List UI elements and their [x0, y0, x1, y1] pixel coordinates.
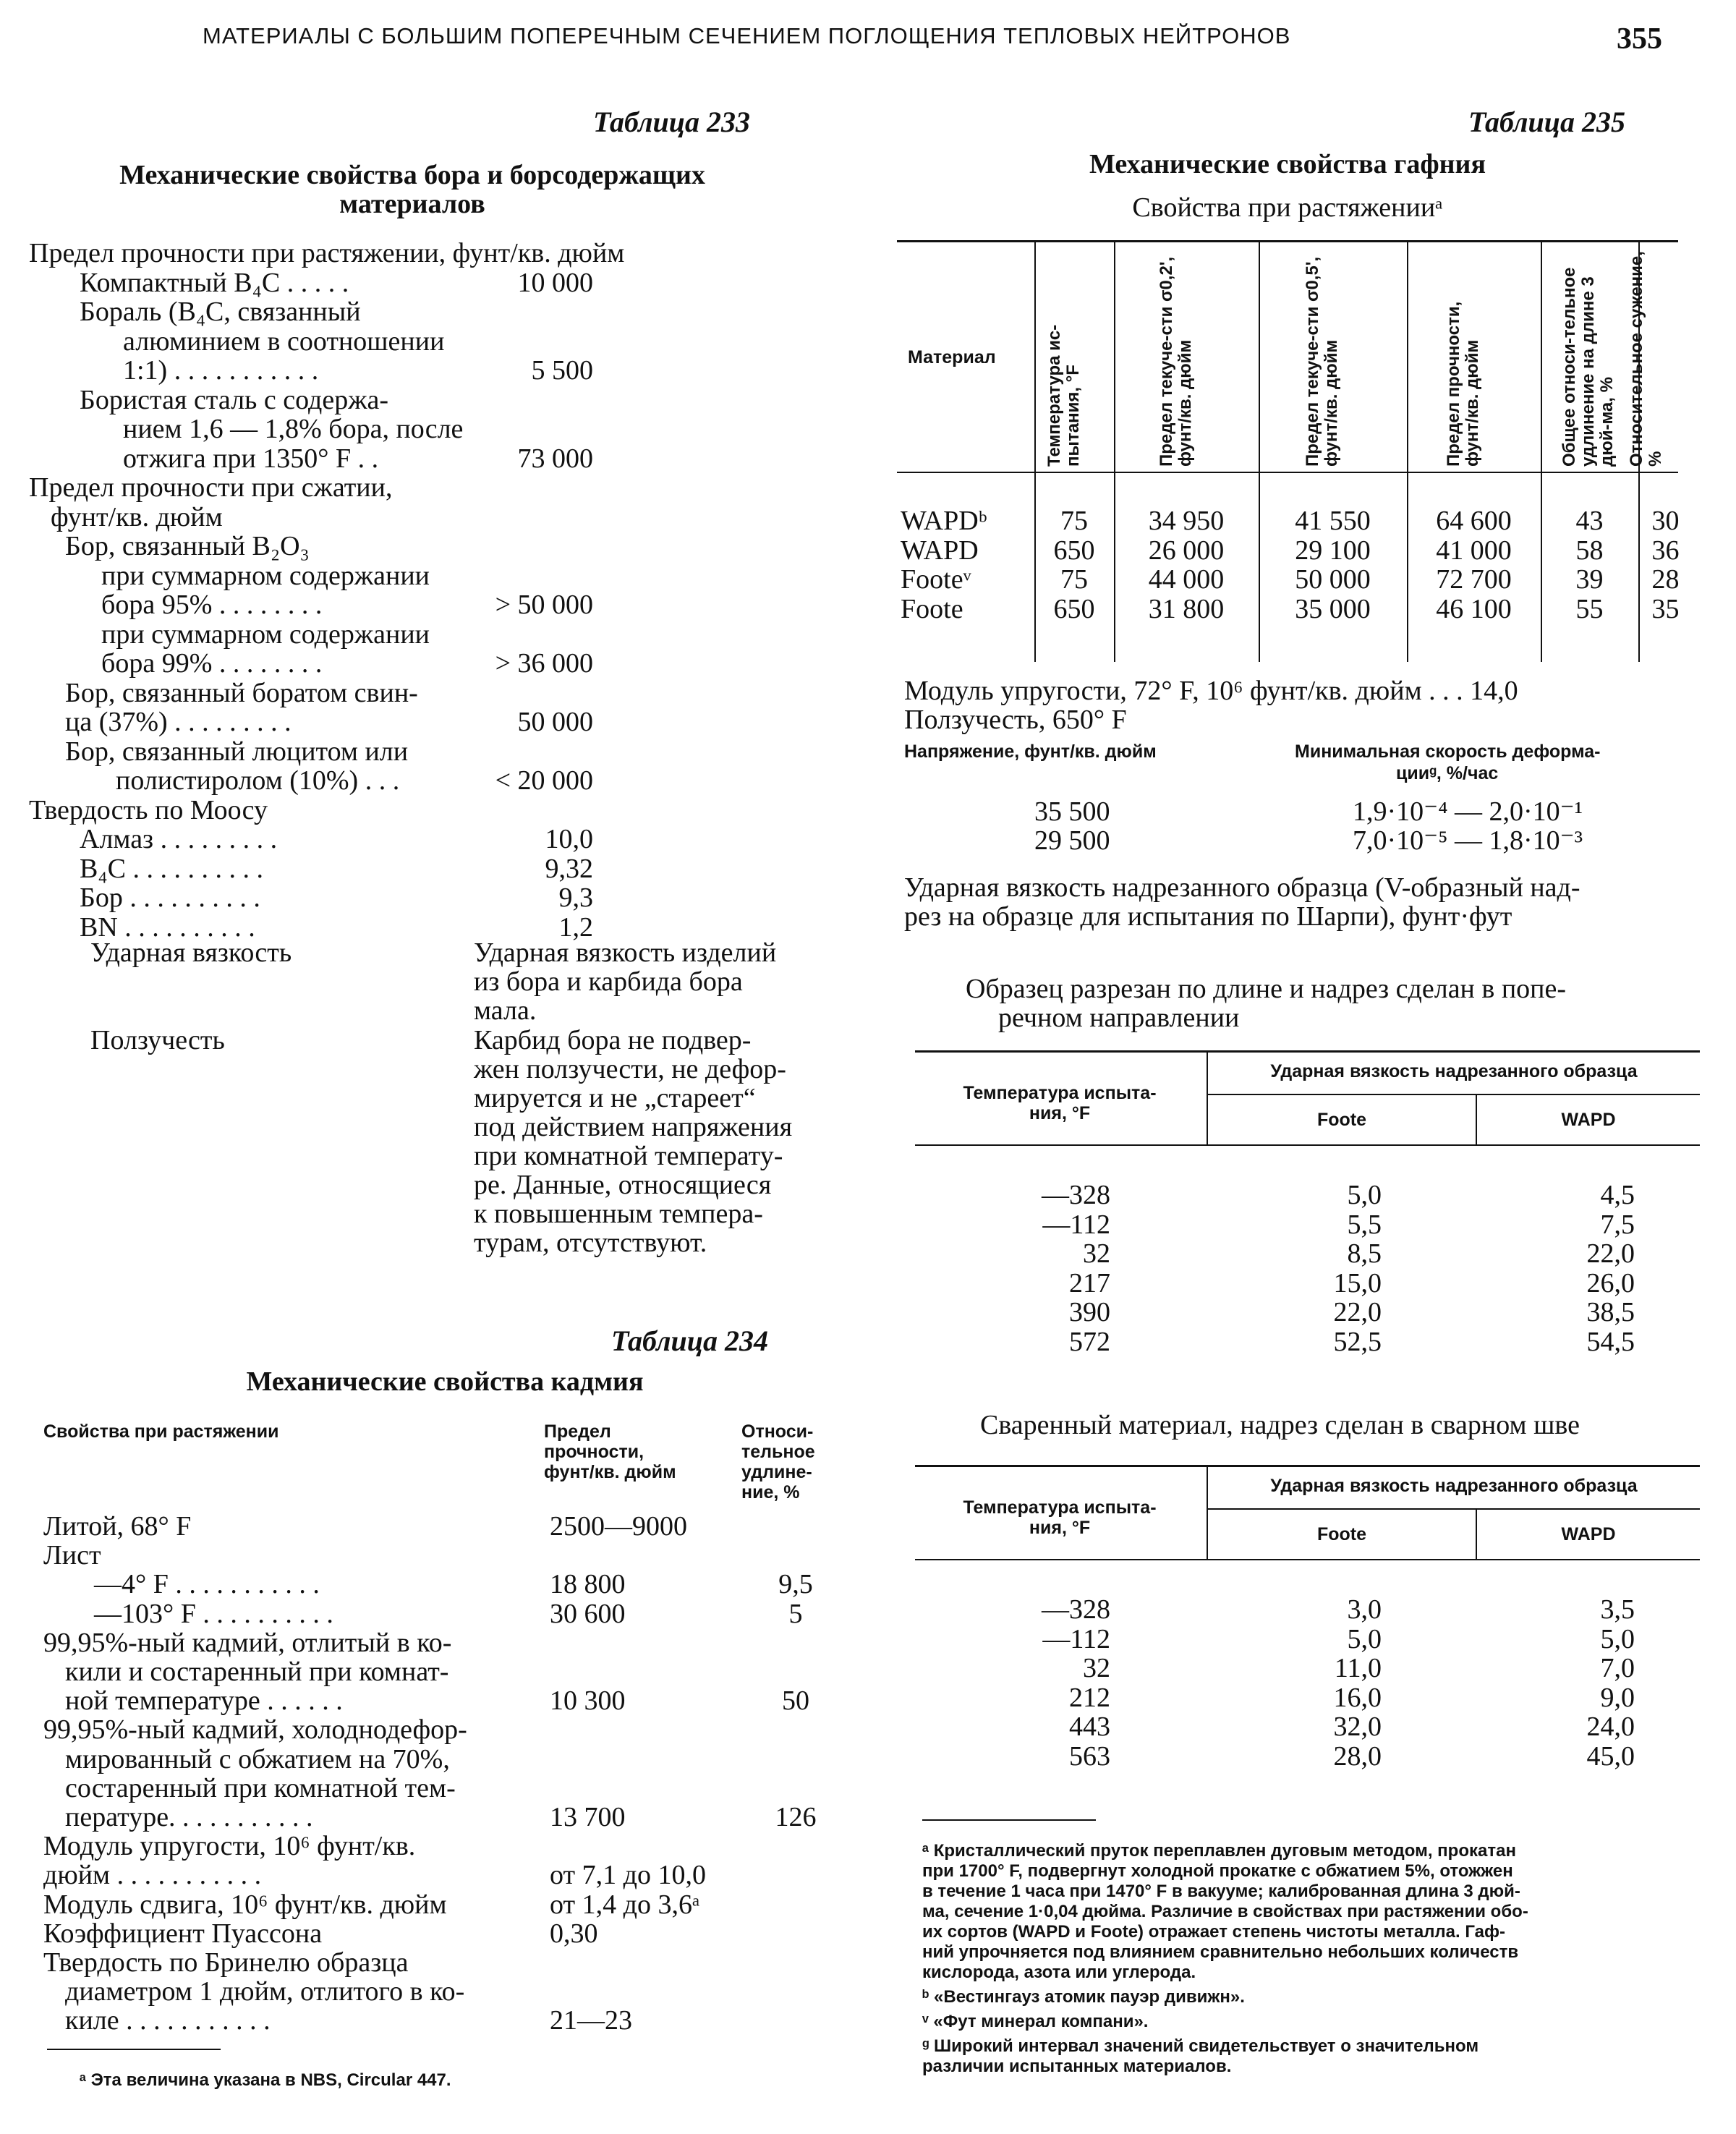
t233-row-value: 9,3	[558, 883, 593, 913]
t233-row	[29, 561, 825, 590]
t234-row-value: 18 800	[550, 1569, 626, 1600]
t235-cell: 650	[1053, 593, 1095, 624]
impact-temp: —328	[1042, 1180, 1110, 1210]
impact-head-rule	[915, 1559, 1700, 1560]
impact-foote: 22,0	[1333, 1297, 1382, 1327]
t233-creep-line: мируется и не „стареет“	[474, 1083, 756, 1113]
t233-row-label: бора 95% . . . . . . . .	[101, 590, 323, 620]
t233-creep-line: ре. Данные, относящиеся	[474, 1170, 772, 1200]
t235-col-head: Общее относи-тельное удлинение на длине 3 дюй-ма, %	[1560, 267, 1617, 467]
impact-temp: 32	[1083, 1653, 1110, 1683]
t235-cell: 58	[1575, 535, 1604, 566]
t233-impact-label: Ударная вязкость	[90, 938, 292, 968]
t233-creep-line: при комнатной температу-	[474, 1141, 783, 1171]
t233-row-label: Предел прочности при сжатии,	[29, 472, 393, 503]
t234-row-value: 13 700	[550, 1802, 626, 1832]
t235-creep-rate: 7,0·10⁻⁵ — 1,8·10⁻³	[1353, 825, 1583, 856]
impact-mid-rule	[1208, 1508, 1700, 1510]
t234-row	[43, 1890, 861, 1919]
impact-wapd: 4,5	[1600, 1180, 1635, 1210]
impact-temp: 217	[1069, 1267, 1110, 1298]
t234-row-label: киле . . . . . . . . . . .	[65, 2005, 271, 2036]
t234-footnote: ᵃ Эта величина указана в NBS, Circular 447.	[80, 2070, 451, 2090]
t234-row	[43, 1774, 861, 1803]
t234-col-elongation-line: удлине-	[741, 1462, 812, 1482]
impact-temp: 563	[1069, 1740, 1110, 1772]
running-title: МАТЕРИАЛЫ С БОЛЬШИМ ПОПЕРЕЧНЫМ СЕЧЕНИЕМ ПОГЛОЩЕНИЯ ТЕПЛОВЫХ НЕЙТРОНОВ	[203, 23, 1291, 48]
t235-creep-head-stress: Напряжение, фунт/кв. дюйм	[904, 741, 1157, 762]
t235-cell: 43	[1575, 506, 1604, 536]
t233-row	[29, 883, 825, 912]
t233-row-label: Бор . . . . . . . . . .	[80, 883, 260, 913]
t233-title-2: материалов	[339, 189, 485, 219]
t234-row	[43, 1628, 861, 1657]
t235-cell: 75	[1060, 506, 1088, 536]
t234-row-value: от 1,4 до 3,6ᵃ	[550, 1889, 700, 1920]
t234-row	[43, 1861, 861, 1889]
t235-cell: 28	[1651, 564, 1680, 595]
impact-mid-rule	[1208, 1094, 1700, 1095]
t233-row	[29, 707, 825, 736]
t235-col-head: Предел прочности, фунт/кв. дюйм	[1444, 301, 1482, 467]
t235-cell: 72 700	[1436, 564, 1512, 595]
impact-head-rule	[915, 1144, 1700, 1146]
t233-row-label: Предел прочности при растяжении, фунт/кв. дюйм	[29, 238, 625, 268]
t234-footnote-rule	[47, 2049, 221, 2050]
t235-creep-stress: 29 500	[1034, 825, 1110, 856]
t233-row-label: при суммарном содержании	[101, 560, 430, 591]
impact-head-temp: ния, °F	[1029, 1103, 1091, 1123]
t235-creep-head-rate-2: цииᵍ, %/час	[1396, 763, 1499, 783]
t233-row-label: Твердость по Моосу	[29, 794, 268, 825]
t234-row	[43, 1832, 861, 1861]
t235-sec1-line-1: Образец разрезан по длине и надрез сделан в попе-	[966, 974, 1567, 1004]
impact-foote: 16,0	[1333, 1682, 1382, 1713]
impact-temp: 443	[1069, 1712, 1110, 1742]
t234-row	[43, 1599, 861, 1628]
t235-modulus: Модуль упругости, 72° F, 10⁶ фунт/кв. дюйм . . . 14,0	[904, 676, 1518, 706]
impact-foote: 11,0	[1334, 1653, 1382, 1683]
t234-row	[43, 1512, 861, 1541]
impact-head-foote: Foote	[1316, 1524, 1367, 1544]
t234-row-label: диаметром 1 дюйм, отлитого в ко-	[65, 1976, 465, 2007]
t234-title: Механические свойства кадмия	[246, 1366, 644, 1397]
t234-col-elongation	[741, 1421, 815, 1502]
t235-cell: 650	[1053, 535, 1095, 566]
impact-wapd: 38,5	[1586, 1297, 1635, 1327]
t234-row-elongation: 5	[788, 1598, 803, 1629]
t235-cell: 35	[1651, 593, 1680, 624]
t234-row-value: 10 300	[550, 1685, 626, 1717]
t235-footnote-line: ᵛ «Фут минерал компани».	[922, 2012, 1149, 2031]
t235-caption: Таблица 235	[1468, 106, 1625, 138]
t234-row	[43, 1803, 861, 1832]
t233-row-value: 5 500	[531, 355, 593, 386]
t233-row-value: 1,2	[558, 911, 593, 943]
t235-title: Механические свойства гафния	[1089, 149, 1486, 179]
t233-row-label: полистиролом (10%) . . .	[116, 765, 400, 796]
impact-temp: 32	[1083, 1238, 1110, 1269]
t233-creep-line: Карбид бора не подвер-	[474, 1025, 752, 1055]
t235-head-rule	[897, 472, 1678, 473]
t233-row	[29, 679, 825, 707]
t234-col-elongation-line: ние, %	[741, 1482, 800, 1502]
t235-cell: 36	[1651, 535, 1680, 566]
impact-foote: 8,5	[1347, 1238, 1382, 1269]
t234-row-value: 30 600	[550, 1598, 626, 1629]
t234-row-label: кили и состаренный при комнат-	[65, 1657, 449, 1687]
impact-foote: 52,5	[1333, 1326, 1382, 1357]
t235-col-head: Температура ис-пытания, °F	[1044, 324, 1083, 467]
impact-head-temp: Температура испыта-	[963, 1083, 1157, 1103]
t235-footnote-rule	[922, 1819, 1096, 1821]
t234-col-properties: Свойства при растяжении	[43, 1421, 279, 1442]
t234-row	[43, 1948, 861, 1977]
impact-head-impact: Ударная вязкость надрезанного образца	[1270, 1476, 1638, 1496]
t233-title: Механические свойства бора и борсодержащих	[119, 160, 705, 190]
t233-row	[29, 796, 825, 825]
t235-cell: 46 100	[1436, 593, 1512, 624]
t233-row	[29, 444, 825, 473]
t234-row-label: ной температуре . . . . . .	[65, 1685, 343, 1717]
t235-cell: 29 100	[1295, 535, 1371, 566]
t235-cell: WAPDᵇ	[901, 506, 987, 536]
t235-creep-stress: 35 500	[1034, 796, 1110, 827]
t235-col-head: Предел текуче-сти σ0,2', фунт/кв. дюйм	[1157, 256, 1195, 467]
t234-row	[43, 1686, 861, 1715]
t234-row-value: 0,30	[550, 1918, 598, 1949]
impact-wapd: 45,0	[1586, 1740, 1635, 1772]
t233-row	[29, 737, 825, 766]
t235-creep: Ползучесть, 650° F	[904, 705, 1127, 735]
t233-row-label: BN . . . . . . . . . .	[80, 911, 255, 943]
t235-cell: 75	[1060, 564, 1088, 595]
t235-cell: 41 000	[1436, 535, 1512, 566]
t233-row	[29, 268, 825, 297]
impact-temp: 572	[1069, 1326, 1110, 1357]
impact-temp: 212	[1069, 1682, 1110, 1713]
t235-cell: 44 000	[1148, 564, 1225, 595]
t234-row-label: Твердость по Бринелю образца	[43, 1947, 409, 1978]
t234-caption: Таблица 234	[611, 1325, 768, 1357]
t235-sec1-line-2: речном направлении	[998, 1003, 1240, 1033]
t234-row	[43, 1570, 861, 1599]
t235-subtitle: Свойства при растяженииᵃ	[1132, 192, 1443, 223]
t233-row-label: Бор, связанный люцитом или	[65, 736, 409, 767]
t233-row-label: фунт/кв. дюйм	[51, 501, 223, 532]
impact-wapd: 9,0	[1600, 1682, 1635, 1713]
t234-col-strength-line: Предел	[544, 1421, 611, 1442]
t233-row	[29, 473, 825, 502]
t235-cell: 34 950	[1148, 506, 1225, 536]
t234-row-label: 99,95%-ный кадмий, холоднодефор-	[43, 1714, 467, 1746]
impact-temp: —112	[1042, 1209, 1110, 1240]
t233-row	[29, 532, 825, 561]
t235-cell: Foote	[901, 593, 963, 624]
t234-row	[43, 1541, 861, 1570]
impact-wapd: 7,5	[1600, 1209, 1635, 1240]
t233-row	[29, 327, 825, 356]
t233-row-label: Алмаз . . . . . . . . .	[80, 824, 278, 854]
t235-top-rule	[897, 240, 1678, 242]
t235-footnote-line: ᵇ «Вестингауз атомик пауэр дивижн».	[922, 1987, 1245, 2007]
impact-foote: 5,0	[1347, 1623, 1382, 1654]
t235-footnote-line: кислорода, азота или углерода.	[922, 1963, 1196, 1982]
t233-row-label: отжига при 1350° F . .	[123, 443, 379, 474]
t233-row-label: Бораль (B₄C, связанный	[80, 297, 361, 327]
t234-row-label: пературе. . . . . . . . . . .	[65, 1802, 313, 1832]
impact-head-wapd: WAPD	[1561, 1524, 1616, 1544]
impact-wapd: 54,5	[1586, 1326, 1635, 1357]
t233-row-label: нием 1,6 — 1,8% бора, после	[123, 414, 464, 444]
t233-creep-line: жен ползучести, не дефор-	[474, 1054, 786, 1084]
impact-head-wapd: WAPD	[1561, 1110, 1616, 1130]
t233-creep-label: Ползучесть	[90, 1025, 225, 1055]
t233-row-value: < 20 000	[495, 765, 593, 796]
t234-row-label: дюйм . . . . . . . . . . .	[43, 1860, 262, 1891]
impact-wapd: 3,5	[1600, 1594, 1635, 1625]
impact-wapd: 5,0	[1600, 1623, 1635, 1654]
t234-row-label: Коэффициент Пуассона	[43, 1918, 323, 1949]
t233-impact-text	[474, 938, 835, 1025]
t235-cell: 55	[1575, 593, 1604, 624]
impact-temp: 390	[1069, 1297, 1110, 1327]
t233-row-label: Компактный B₄C . . . . .	[80, 267, 349, 298]
t234-row-value: 2500—9000	[550, 1511, 687, 1542]
t233-row-value: 9,32	[545, 853, 593, 884]
t234-row-label: Модуль сдвига, 10⁶ фунт/кв. дюйм	[43, 1889, 447, 1920]
t234-row	[43, 1977, 861, 2006]
t235-cell: 35 000	[1295, 593, 1371, 624]
t235-creep-head-rate: Минимальная скорость деформа-	[1295, 741, 1601, 762]
page-number: 355	[1617, 22, 1662, 56]
t233-row	[29, 415, 825, 443]
impact-foote: 28,0	[1333, 1740, 1382, 1772]
impact-top-rule	[915, 1050, 1700, 1053]
t235-cell: WAPD	[901, 535, 979, 566]
t235-cell: 41 550	[1295, 506, 1371, 536]
t233-creep-line: к повышенным темпера-	[474, 1199, 763, 1229]
t235-cell: 26 000	[1148, 535, 1225, 566]
t234-row	[43, 1745, 861, 1774]
t233-row-label: при суммарном содержании	[101, 618, 430, 650]
t234-col-strength-line: прочности,	[544, 1442, 644, 1462]
impact-foote: 3,0	[1347, 1594, 1382, 1625]
t233-row-label: Бор, связанный боратом свин-	[65, 677, 418, 708]
t233-row	[29, 356, 825, 385]
t233-row-value: 73 000	[517, 443, 593, 474]
t234-col-strength	[544, 1421, 676, 1482]
t233-row-label: ца (37%) . . . . . . . . .	[65, 707, 292, 737]
impact-foote: 32,0	[1333, 1712, 1382, 1742]
t234-row-elongation: 50	[782, 1685, 809, 1717]
t235-footnote-line: их сортов (WAPD и Foote) отражает степень чистоты металла. Гаф-	[922, 1922, 1505, 1942]
t235-cell: Footeᵛ	[901, 564, 971, 595]
t235-footnote-line: различии испытанных материалов.	[922, 2057, 1232, 2076]
t233-impact-line: из бора и карбида бора	[474, 966, 743, 997]
t233-row	[29, 297, 825, 326]
impact-foote: 5,0	[1347, 1180, 1382, 1210]
t235-footnote-line: ний упрочняется под влиянием сравнительно небольших количеств	[922, 1942, 1519, 1962]
t234-row	[43, 2006, 861, 2035]
t233-row	[29, 854, 825, 883]
t234-row-label: мированный с обжатием на 70%,	[65, 1743, 450, 1774]
t235-footnote-line: ма, сечение 1·0,04 дюйма. Различие в свойствах при растяжении обо-	[922, 1902, 1528, 1921]
impact-head-foote: Foote	[1316, 1110, 1367, 1130]
t233-row	[29, 386, 825, 415]
t235-footnote-line: при 1700° F, подвергнут холодной прокатке с обжатием 5%, отожжен	[922, 1861, 1513, 1881]
t235-col-head: Предел текуче-сти σ0,5', фунт/кв. дюйм	[1303, 256, 1341, 467]
t235-footnote-line: в течение 1 часа при 1470° F в вакууме; калиброванная длина 3 дюй-	[922, 1882, 1520, 1901]
t234-row-label: Литой, 68° F	[43, 1511, 192, 1542]
t233-row-value: 50 000	[517, 707, 593, 737]
impact-temp: —112	[1042, 1623, 1110, 1654]
impact-top-rule	[915, 1465, 1700, 1467]
t233-row	[29, 239, 825, 268]
t234-row-label: Лист	[43, 1540, 101, 1571]
t234-row-label: состаренный при комнатной тем-	[65, 1772, 456, 1803]
t234-row-label: —103° F . . . . . . . . . .	[94, 1598, 333, 1629]
t235-col-head: Относительное сужение, %	[1627, 251, 1665, 467]
t235-creep-rate: 1,9·10⁻⁴ — 2,0·10⁻¹	[1353, 796, 1583, 827]
t233-caption: Таблица 233	[593, 106, 750, 138]
t235-cell: 50 000	[1295, 564, 1371, 595]
t235-footnote-line: ᵃ Кристаллический пруток переплавлен дуговым методом, прокатан	[922, 1841, 1516, 1861]
impact-temp: —328	[1042, 1594, 1110, 1625]
t234-row	[43, 1657, 861, 1686]
t233-row-label: алюминием в соотношении	[123, 326, 445, 357]
t234-row	[43, 1715, 861, 1744]
t234-row-label: 99,95%-ный кадмий, отлитый в ко-	[43, 1627, 452, 1658]
t235-footnotes	[922, 1841, 1718, 2077]
impact-foote: 5,5	[1347, 1209, 1382, 1240]
t234-row-label: Модуль упругости, 10⁶ фунт/кв.	[43, 1831, 416, 1862]
t233-row-value: 10,0	[545, 824, 593, 854]
t233-creep-text	[474, 1026, 835, 1257]
t233-row	[29, 825, 825, 854]
t233-row	[29, 590, 825, 619]
t233-row-value: 10 000	[517, 267, 593, 298]
t234-row-value: от 7,1 до 10,0	[550, 1860, 706, 1891]
t233-row-value: > 36 000	[495, 648, 593, 679]
t233-creep-line: под действием напряжения	[474, 1112, 793, 1142]
t233-row-label: бора 99% . . . . . . . .	[101, 648, 323, 679]
t233-creep-line: турам, отсутствуют.	[474, 1228, 707, 1258]
t235-footnote-line: ᵍ Широкий интервал значений свидетельствует о значительном	[922, 2036, 1479, 2056]
impact-wapd: 24,0	[1586, 1712, 1635, 1742]
impact-head-temp: Температура испыта-	[963, 1497, 1157, 1518]
t235-cell: 64 600	[1436, 506, 1512, 536]
impact-wapd: 26,0	[1586, 1267, 1635, 1298]
impact-wapd: 22,0	[1586, 1238, 1635, 1269]
t233-row-label: B₄C . . . . . . . . . .	[80, 853, 263, 884]
t235-impact-line-1: Ударная вязкость надрезанного образца (V-образный над-	[904, 872, 1580, 903]
t234-row	[43, 1919, 861, 1948]
t234-row-label: —4° F . . . . . . . . . . .	[94, 1569, 320, 1600]
impact-head-impact: Ударная вязкость надрезанного образца	[1270, 1061, 1638, 1081]
t234-row-elongation: 126	[775, 1802, 817, 1832]
t233-row	[29, 649, 825, 678]
t233-row	[29, 503, 825, 532]
t235-impact-line-2: рез на образце для испытания по Шарпи), фунт·фут	[904, 901, 1512, 932]
t233-impact-line: Ударная вязкость изделий	[474, 938, 777, 968]
t234-col-elongation-line: тельное	[741, 1442, 815, 1462]
t235-cell: 30	[1651, 506, 1680, 536]
t234-col-strength-line: фунт/кв. дюйм	[544, 1462, 676, 1482]
t233-impact-line: мала.	[474, 995, 537, 1026]
t233-row-label: Бористая сталь с содержа-	[80, 384, 388, 415]
t235-col-material: Материал	[908, 347, 996, 367]
t233-row-value: > 50 000	[495, 590, 593, 620]
t234-col-elongation-line: Относи-	[741, 1421, 814, 1442]
t235-cell: 39	[1575, 564, 1604, 595]
impact-head-temp: ния, °F	[1029, 1518, 1091, 1538]
t234-row-elongation: 9,5	[778, 1569, 813, 1600]
t234-row-value: 21—23	[550, 2005, 632, 2036]
t233-row	[29, 766, 825, 795]
impact-wapd: 7,0	[1600, 1653, 1635, 1683]
t233-row	[29, 620, 825, 649]
t233-row-label: 1:1) . . . . . . . . . . .	[123, 355, 319, 386]
t235-cell: 31 800	[1148, 593, 1225, 624]
t233-row-label: Бор, связанный B₂O₃	[65, 531, 310, 561]
t235-sec2-title: Сваренный материал, надрез сделан в сварном шве	[980, 1410, 1580, 1440]
impact-foote: 15,0	[1333, 1267, 1382, 1298]
